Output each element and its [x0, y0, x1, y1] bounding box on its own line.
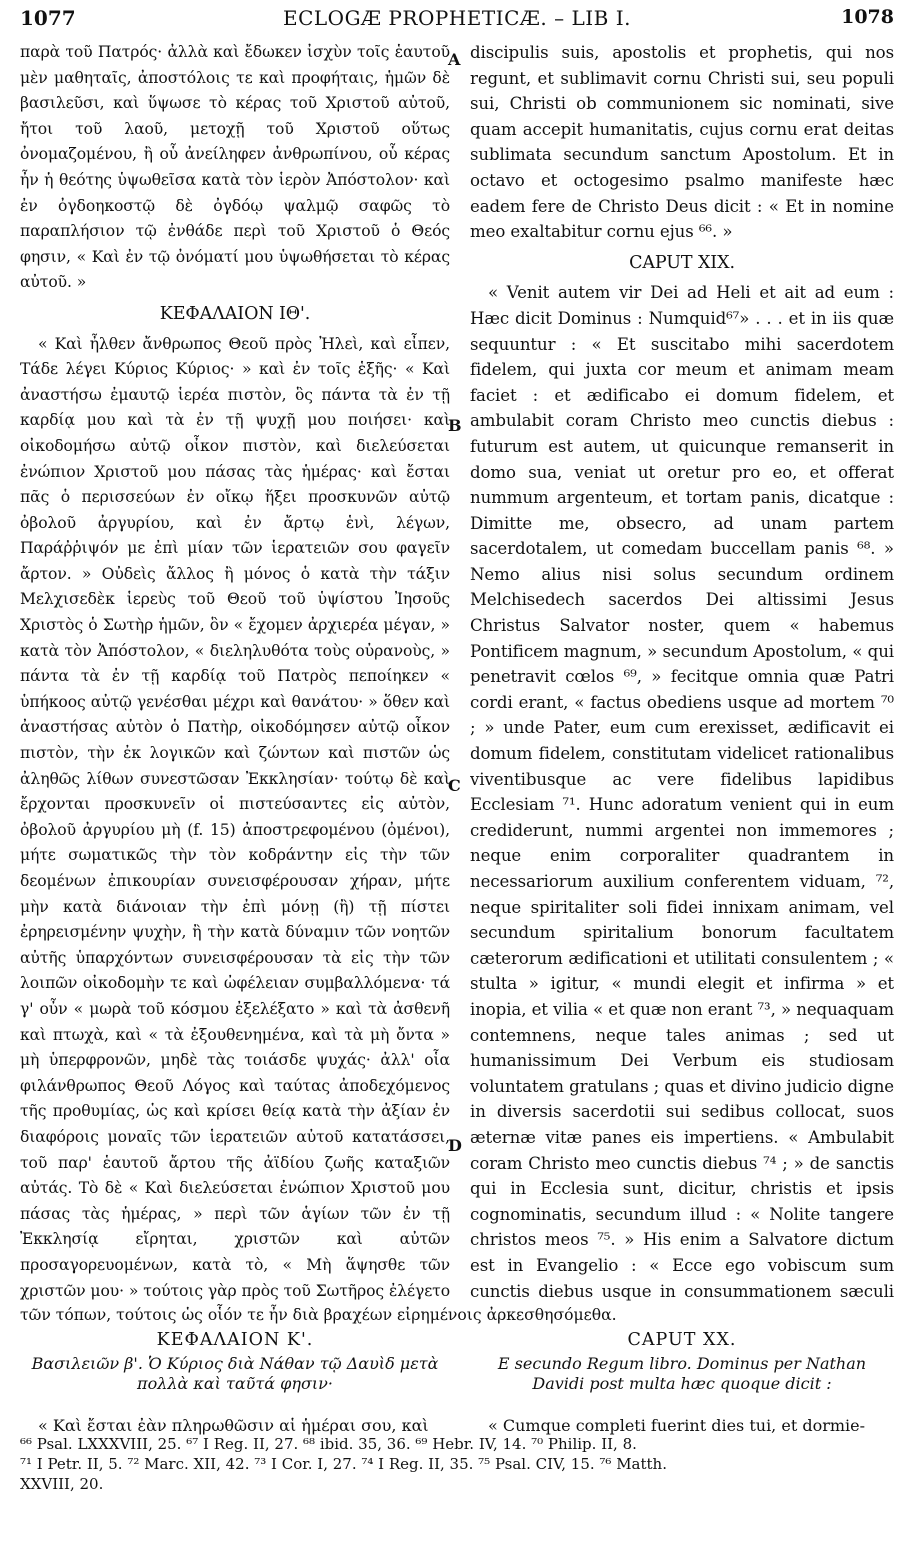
greek-continuation-line: τῶν τόπων, τούτοις ὡς οἷόν τε ἦν διὰ βραχέων εἰρημένοις ἀρκεσθησόμεθα.	[20, 1306, 617, 1324]
latin-column	[470, 40, 894, 1302]
greek-chapter-heading: ΚΕΦΑΛΑΙΟΝ ΙΘ'.	[159, 303, 311, 324]
greek-paragraph-2: « Καὶ ἦλθεν ἄνθρωπος Θεοῦ πρὸς Ἠλεὶ, καὶ εἶπεν, Τάδε λέγει Κύριος Κύριος· » καὶ ἐν τοῖς ἑξῆς· « Καὶ ἀναστήσω ἐμαυτῷ ἱερέα πιστὸν, ὃς πάντα τὰ ἐν τῇ καρδίᾳ μου καὶ τὰ ἐν τῇ ψυχῇ μου ποιήσει· καὶ οἰκοδομήσω αὐτῷ οἶκον πιστὸν, καὶ διελεύσεται ἐνώπιον Χριστοῦ μου πάσας τὰς ἡμέρας· καὶ ἔσται πᾶς ὁ περισσεύων ἐν οἴκῳ ἥξει προσκυνῶν αὐτῷ ὀβολοῦ ἀργυρίου, καὶ ἐν ἄρτῳ ἑνὶ, λέγων, Παράῤῥιψόν με ἐπὶ μίαν τῶν ἱερατειῶν σου φαγεῖν ἄρτον. » Οὐδεὶς ἄλλος ἢ μόνος ὁ κατὰ τὴν τάξιν Μελχισεδὲκ ἱερεὺς τοῦ Θεοῦ τοῦ ὑψίστου Ἰησοῦς Χριστὸς ὁ Σωτὴρ ἡμῶν, ὃν « ἔχομεν ἀρχιερέα μέγαν, » κατὰ τὸν Ἀπόστολον, « διεληλυθότα τοὺς οὐρανοὺς, » πάντα τὰ ἐν τῇ καρδίᾳ τοῦ Πατρὸς πεποίηκεν « ὑπήκοος αὐτῷ γενέσθαι μέχρι καὶ θανάτου· » ὅθεν καὶ ἀναστήσας αὐτὸν ὁ Πατὴρ, οἰκοδόμησεν αὐτῷ οἶκον πιστὸν, τὴν ἐκ λογικῶν καὶ ζώντων καὶ πιστῶν ὡς ἀληθῶς λίθων συνεστῶσαν Ἐκκλησίαν· τούτῳ δὲ καὶ ἔρχονται προσκυνεῖν οἱ πιστεύσαντες εἰς αὐτὸν, ὀβολοῦ ἀργυρίου μὴ (f. 15) ἀποστρεφομένου (ὀμένοι), μήτε σωματικῶς τὴν τὸν κοδράντην εἰς τὴν τῶν δεομένων ἐπικουρίαν συνεισφέρουσαν χήραν, μήτε μὴν κατὰ διάνοιαν τὴν ἐπὶ μόνῃ (ἢ) τῇ πίστει ἐρηρεισμένην ψυχὴν, ἢ τὴν κατὰ δύναμιν τῶν νοητῶν αὐτῆς ὑπαρχόντων συνεισφέρουσαν τὰ εἰς τὴν τῶν λοιπῶν οἰκοδομὴν τε καὶ ὠφέλειαν συμβαλλόμενα· τά γ' οὖν « μωρὰ τοῦ κόσμου ἐξελέξατο » καὶ τὰ ἀσθενῆ καὶ πτωχὰ, καὶ « τὰ ἐξουθενημένα, καὶ τὰ μὴ ὄντα » μὴ ὑπερφρονῶν, μηδὲ τὰς τοιάσδε ψυχάς· ἀλλ' οἷα φιλάνθρωπος Θεοῦ Λόγος καὶ ταύτας ἀποδεχόμενος τῆς προθυμίας, ὡς καὶ κρίσει θείᾳ κατὰ τὴν ἀξίαν ἐν διαφόροις μοναῖς τῶν ἱερατειῶν αὐτοῦ κατατάσσει, τοῦ παρ' ἑαυτοῦ ἄρτου τῆς ἀϊδίου ζωῆς καταξιῶν αὐτάς. Τὸ δὲ « Καὶ διελεύσεται ἐνώπιον Χριστοῦ μου πάσας τὰς ἡμέρας, » περὶ τῶν ἁγίων τῶν ἐν τῇ Ἐκκλησίᾳ εἴρηται, χριστῶν καὶ αὐτῶν προσαγορευομένων, κατὰ τὸ, « Μὴ ἅψησθε τῶν χριστῶν μου· » τούτοις γὰρ πρὸς τοῦ Σωτῆρος ἐλέγετο	[20, 334, 450, 1300]
latin-paragraph-2: « Venit autem vir Dei ad Heli et ait ad eum : Hæc dicit Dominus : Numquid⁶⁷» . . . et in iis quæ sequuntur : « Et suscitabo mihi sacerdotem fidelem, qui juxta cor meum et animam meam faciet : et ædificabo ei domum fidelem, et ambulabit coram Christo meo cunctis diebus : futurum est autem, ut quicunque remanserit in domo sua, veniat ut oretur pro eo, et offerat nummum argenteum, et tortam panis, dicatque : Dimitte me, obsecro, ad unam partem sacerdotalem, ut comedam buccellam panis ⁶⁸. » Nemo alius nisi solus secundum ordinem Melchisedech sacerdos Dei altissimi Jesus Christus Salvator noster, quem « habemus Pontificem magnum, » secundum Apostolum, « qui penetravit cœlos ⁶⁹, » fecitque omnia quæ Patri cordi erant, « factus obediens usque ad mortem ⁷⁰ ; » unde Pater, eum cum erexisset, ædificavit ei domum fidelem, constitutam videlicet rationalibus viventibusque ac vere fidelibus lapidibus Ecclesiam ⁷¹. Hunc adoratum venient qui in eum crediderunt, nummi argentei non immemores ; neque enim corporaliter quadrantem in necessariorum auxilium conferentem viduam, ⁷², neque spiritaliter soli fidei innixam animam, vel secundum spiritalium bonorum facultatem cæterorum ædificationi et utilitati consulentem ; « stulta » igitur, « mundi elegit et infirma » et inopia, et vilia « et quæ non erant ⁷³, » nequaquam contemnens, neque tales animas ; sed ut humanissimum Dei Verbum eis studiosam voluntatem gratulans ; quas et divino judicio digne in diversis sacerdotii sui sedibus collocat, suos æternæ vitæ panes eis impertiens. « Ambulabit coram Christo meo cunctis diebus ⁷⁴ ; » de sanctis qui in Ecclesia sunt, dicitur, christis et ipsis cognominatis, secundum illud : « Nolite tangere christos meos ⁷⁵. » His enim a Salvatore dictum est in Evangelio : « Ecce ego vobiscum sum cunctis diebus usque in consummationem sæculi	[470, 283, 894, 1301]
greek-chapter-heading-2: ΚΕΦΑΛΑΙΟΝ Κ'.	[156, 1330, 314, 1350]
latin-opening-line: « Cumque completi fuerint dies tui, et dormie-	[488, 1416, 866, 1435]
footnotes	[20, 1434, 894, 1494]
latin-subtitle: E secundo Regum libro. Dominus per Nathan Davidi post multa hæc quoque dicit :	[497, 1354, 867, 1393]
page-number-right: 1078	[841, 6, 894, 28]
greek-paragraph-1: παρὰ τοῦ Πατρός· ἀλλὰ καὶ ἔδωκεν ἰσχὺν τοῖς ἑαυτοῦ μὲν μαθηταῖς, ἀποστόλοις τε καὶ προφήταις, ἡμῶν δὲ βασιλεῦσι, καὶ ὕψωσε τὸ κέρας τοῦ Χριστοῦ αὐτοῦ, ἤτοι τοῦ λαοῦ, μετοχῇ τοῦ Χριστοῦ οὕτως ὀνομαζομένου, ἢ οὗ ἀνείληφεν ἀνθρωπίνου, οὗ κέρας ἦν ἡ θεότης ὑψωθεῖσα κατὰ τὸν ἱερὸν Ἀπόστολον· καὶ ἐν ὀγδοηκοστῷ δὲ ὀγδόῳ ψαλμῷ σαφῶς τὸ παραπλήσιον τῷ ἐνθάδε περὶ τοῦ Χριστοῦ ὁ Θεός φησιν, « Καὶ ἐν τῷ ὀνόματί μου ὑψωθήσεται τὸ κέρας αὐτοῦ. »	[20, 43, 450, 292]
footnote-line: XXVIII, 20.	[20, 1475, 104, 1493]
latin-chapter-heading: CAPUT XIX.	[629, 252, 735, 273]
footnote-line: ⁷¹ I Petr. II, 5. ⁷² Marc. XII, 42. ⁷³ I Cor. I, 27. ⁷⁴ I Reg. II, 35. ⁷⁵ Psal. CIV, 15. ⁷⁶ Matth.	[20, 1455, 667, 1473]
margin-marker-a: A	[448, 50, 461, 69]
greek-opening-line: « Καὶ ἔσται ἐὰν πληρωθῶσιν αἱ ἡμέραι σου, καὶ	[38, 1416, 429, 1435]
greek-column	[20, 40, 450, 1302]
running-header	[20, 6, 894, 36]
greek-subtitle: Βασιλειῶν β'. Ὁ Κύριος διὰ Νάθαν τῷ Δαυὶδ μετὰ πολλὰ καὶ ταῦτά φησιν·	[31, 1354, 439, 1393]
page-number-left: 1077	[20, 6, 76, 30]
margin-marker-b: B	[448, 416, 462, 435]
running-title: ECLOGÆ PROPHETICÆ. – LIB I.	[283, 6, 631, 30]
margin-marker-d: D	[448, 1136, 462, 1155]
greek-section-2	[20, 1330, 450, 1435]
latin-section-2	[470, 1330, 894, 1435]
footnote-line: ⁶⁶ Psal. LXXXVIII, 25. ⁶⁷ I Reg. II, 27. ⁶⁸ ibid. 35, 36. ⁶⁹ Hebr. IV, 14. ⁷⁰ Philip. II, 8.	[20, 1435, 637, 1453]
latin-paragraph-1: discipulis suis, apostolis et prophetis, qui nos regunt, et sublimavit cornu Christi sui, seu populi sui, Christi ob communionem sic nominati, sive quam accepit humanitatis, cujus cornu erat deitas sublimata secundum sanctum Apostolum. Et in octavo et octogesimo psalmo manifeste hæc eadem fere de Christo Deus dicit : « Et in nomine meo exaltabitur cornu ejus ⁶⁶. »	[470, 43, 894, 242]
latin-chapter-heading-2: CAPUT XX.	[627, 1330, 737, 1350]
margin-marker-c: C	[448, 776, 461, 795]
